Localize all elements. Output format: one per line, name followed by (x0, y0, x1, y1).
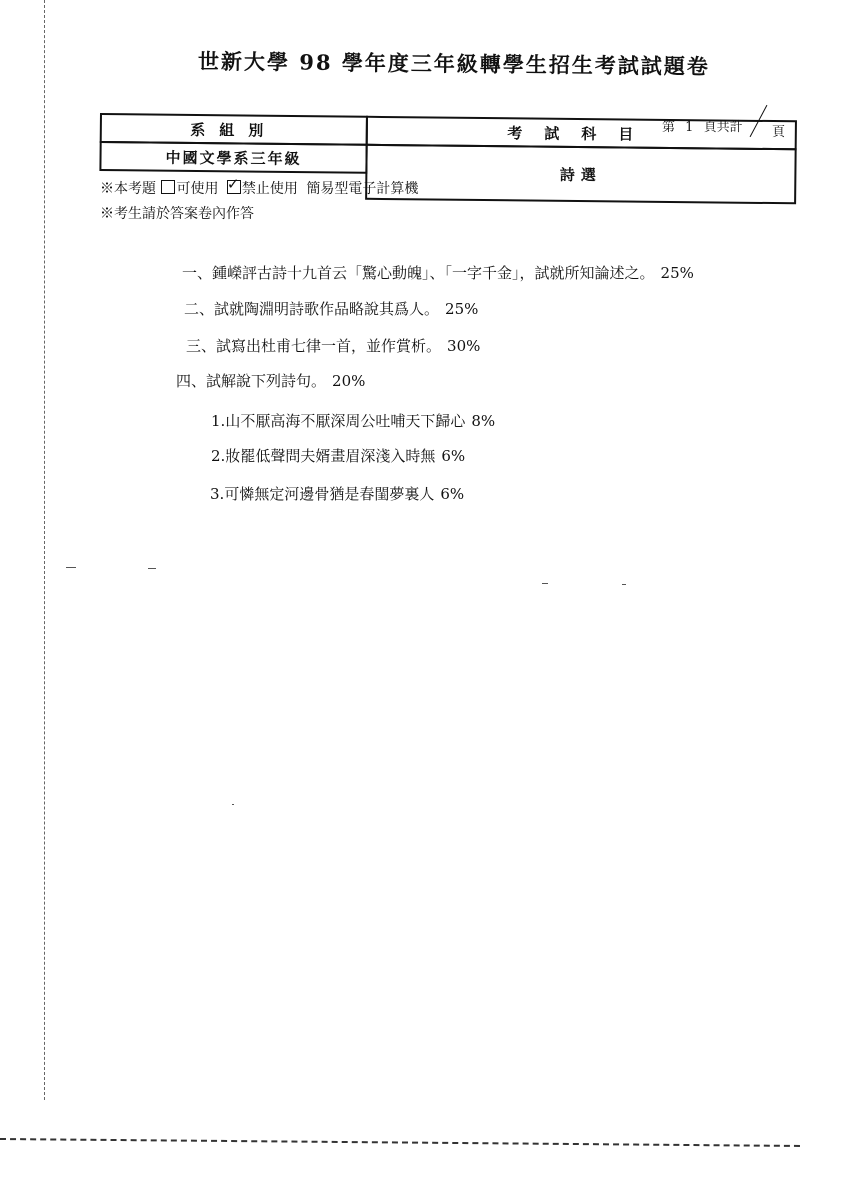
question-1 (182, 262, 694, 283)
forbidden-checkbox (227, 180, 241, 194)
page-number: 1 (685, 120, 694, 135)
dept-value: 中國文學系三年級 (99, 141, 367, 174)
scan-edge-line (44, 0, 46, 1100)
sub-question-percent: 8% (471, 412, 496, 430)
sub-question-percent: 6% (440, 485, 465, 503)
scan-speck (622, 584, 626, 585)
question-text: 鍾嶸評古詩十九首云「驚心動魄」、「一字千金」，試就所知論述之。 (212, 264, 655, 282)
question-text: 試寫出杜甫七律一首，並作賞析。 (216, 337, 442, 355)
bottom-dashed-line (0, 1138, 800, 1147)
sub-question-label: 3. (210, 485, 225, 503)
answer-instruction: ※考生請於答案卷內作答 (100, 206, 254, 222)
scan-speck (66, 567, 76, 568)
dept-header: 系組別 (100, 113, 368, 146)
page-label-middle: 頁共計 (703, 120, 743, 135)
question-3 (186, 335, 480, 356)
question-label: 一、 (182, 264, 213, 282)
sub-question-label: 1. (211, 412, 226, 430)
allowed-checkbox (161, 180, 175, 194)
question-percent: 25% (445, 300, 479, 318)
sub-question-text: 山不厭高海不厭深周公吐哺天下歸心 (225, 412, 466, 430)
calculator-note-prefix: ※本考題 (100, 181, 156, 197)
question-2 (184, 298, 478, 319)
question-text: 試就陶淵明詩歌作品略說其爲人。 (214, 300, 440, 318)
page-label-prefix: 第 (662, 120, 676, 135)
sub-question-percent: 6% (441, 447, 466, 465)
sub-question-text: 可憐無定河邊骨猶是春閨夢裏人 (224, 485, 435, 503)
subject-header: 考試科目 (366, 116, 797, 151)
page-label-suffix: 頁 (772, 125, 786, 140)
scan-speck (148, 568, 156, 569)
question-percent: 25% (660, 264, 694, 282)
question-percent: 20% (332, 372, 366, 390)
question-percent: 30% (447, 337, 481, 355)
question-text: 試解說下列詩句。 (206, 372, 327, 390)
question-label: 二、 (184, 300, 215, 318)
allowed-label: 可使用 (176, 181, 219, 197)
subject-value: 詩選 (365, 144, 797, 205)
sub-question-label: 2. (211, 447, 226, 465)
question-label: 四、 (176, 372, 207, 390)
scan-speck (232, 804, 234, 805)
exam-title: 世新大學 98 學年度三年級轉學生招生考試試題卷 (197, 48, 710, 79)
sub-question-2 (211, 445, 465, 466)
question-4 (176, 370, 365, 391)
calculator-note-suffix: 簡易型電子計算機 (306, 181, 419, 197)
scan-speck (542, 583, 548, 584)
forbidden-label: 禁止使用 (241, 181, 298, 197)
calculator-note (100, 178, 418, 198)
sub-question-3 (210, 483, 464, 504)
question-label: 三、 (186, 337, 217, 355)
sub-question-text: 妝罷低聲問夫婿畫眉深淺入時無 (225, 447, 436, 465)
sub-question-1 (211, 410, 495, 431)
